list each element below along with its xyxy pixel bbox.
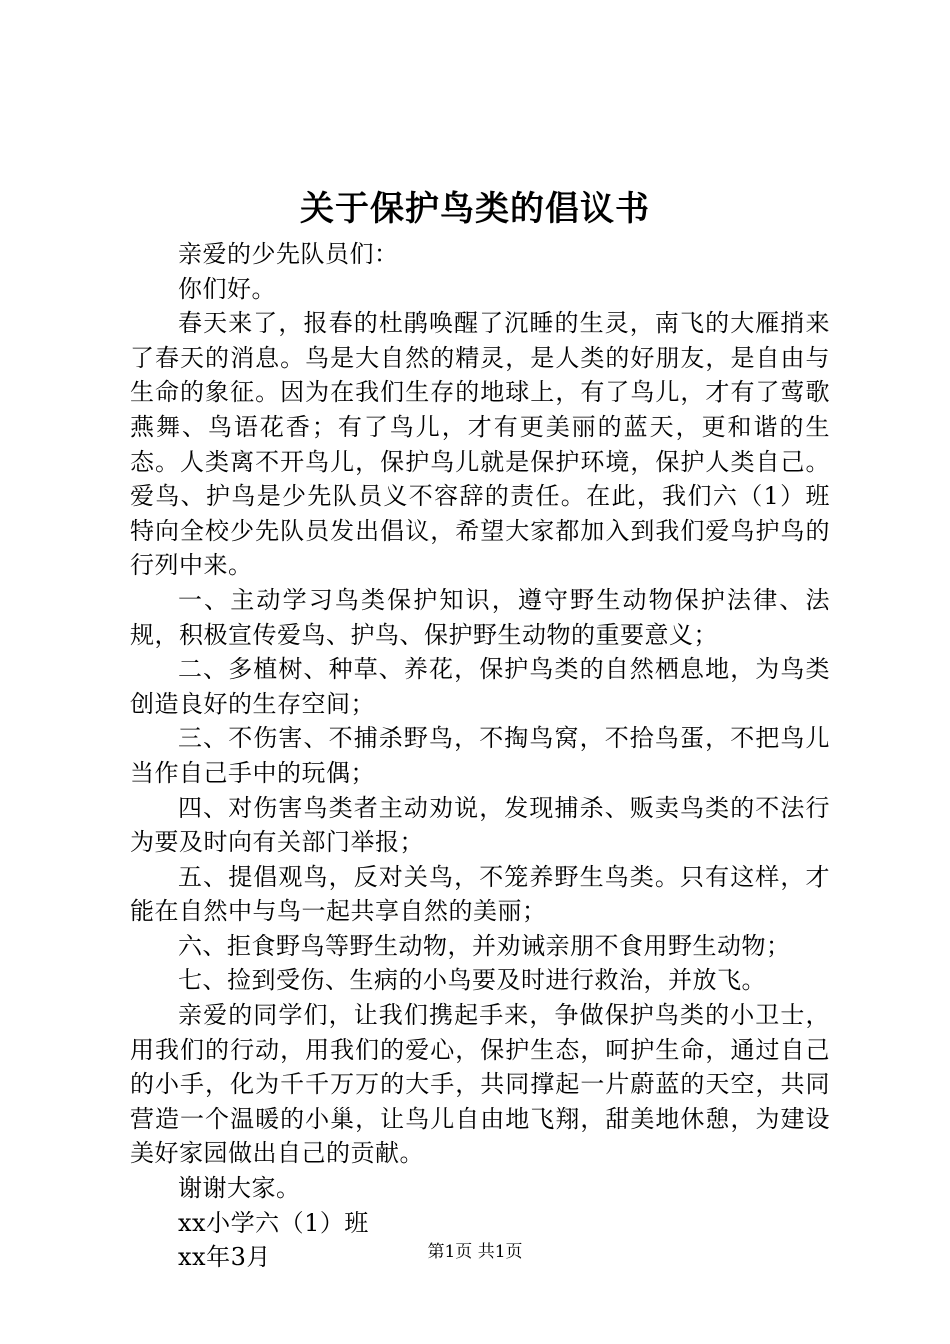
proposal-item-2: 二、多植树、种草、养花，保护鸟类的自然栖息地，为鸟类创造良好的生存空间； bbox=[130, 655, 830, 718]
closing-paragraph: 亲爱的同学们，让我们携起手来，争做保护鸟类的小卫士，用我们的行动，用我们的爱心，保护生态，呵护生命，通过自己的小手，化为千千万万的大手，共同撑起一片蔚蓝的天空，共同营造一个温暖的小巢，让鸟儿自由地飞翔，甜美地休憩，为建设美好家园做出自己的贡献。 bbox=[130, 1001, 830, 1168]
proposal-item-3: 三、不伤害、不捕杀野鸟，不掏鸟窝，不拾鸟蛋，不把鸟儿当作自己手中的玩偶； bbox=[130, 724, 830, 787]
page-number: 第1页 共1页 bbox=[427, 1242, 523, 1262]
thanks-line: 谢谢大家。 bbox=[178, 1174, 301, 1203]
intro-paragraph: 春天来了，报春的杜鹃唤醒了沉睡的生灵，南飞的大雁捎来了春天的消息。鸟是大自然的精灵，是人类的好朋友，是自由与生命的象征。因为在我们生存的地球上，有了鸟儿，才有了莺歌燕舞、鸟语花香；有了鸟儿，才有更美丽的蓝天，更和谐的生态。人类离不开鸟儿，保护鸟儿就是保护环境，保护人类自己。爱鸟、护鸟是少先队员义不容辞的责任。在此，我们六（1）班特向全校少先队员发出倡议，希望大家都加入到我们爱鸟护鸟的行列中来。 bbox=[130, 309, 830, 580]
salutation: 亲爱的少先队员们： bbox=[178, 240, 399, 268]
proposal-item-5: 五、提倡观鸟，反对关鸟，不笼养野生鸟类。只有这样，才能在自然中与鸟一起共享自然的美丽； bbox=[130, 862, 830, 926]
proposal-item-4: 四、对伤害鸟类者主动劝说，发现捕杀、贩卖鸟类的不法行为要及时向有关部门举报； bbox=[130, 793, 830, 857]
greeting: 你们好。 bbox=[178, 274, 276, 303]
signature-date: xx年3月 bbox=[178, 1243, 271, 1272]
proposal-item-7: 七、捡到受伤、生病的小鸟要及时进行救治，并放飞。 bbox=[178, 966, 766, 995]
document-body bbox=[130, 237, 830, 1275]
signature-class: xx小学六（1）班 bbox=[178, 1208, 369, 1237]
proposal-item-1: 一、主动学习鸟类保护知识，遵守野生动物保护法律、法规，积极宣传爱鸟、护鸟、保护野生动物的重要意义； bbox=[130, 585, 830, 649]
document-title: 关于保护鸟类的倡议书 bbox=[300, 189, 650, 229]
proposal-item-6: 六、拒食野鸟等野生动物，并劝诫亲朋不食用野生动物； bbox=[178, 931, 791, 960]
